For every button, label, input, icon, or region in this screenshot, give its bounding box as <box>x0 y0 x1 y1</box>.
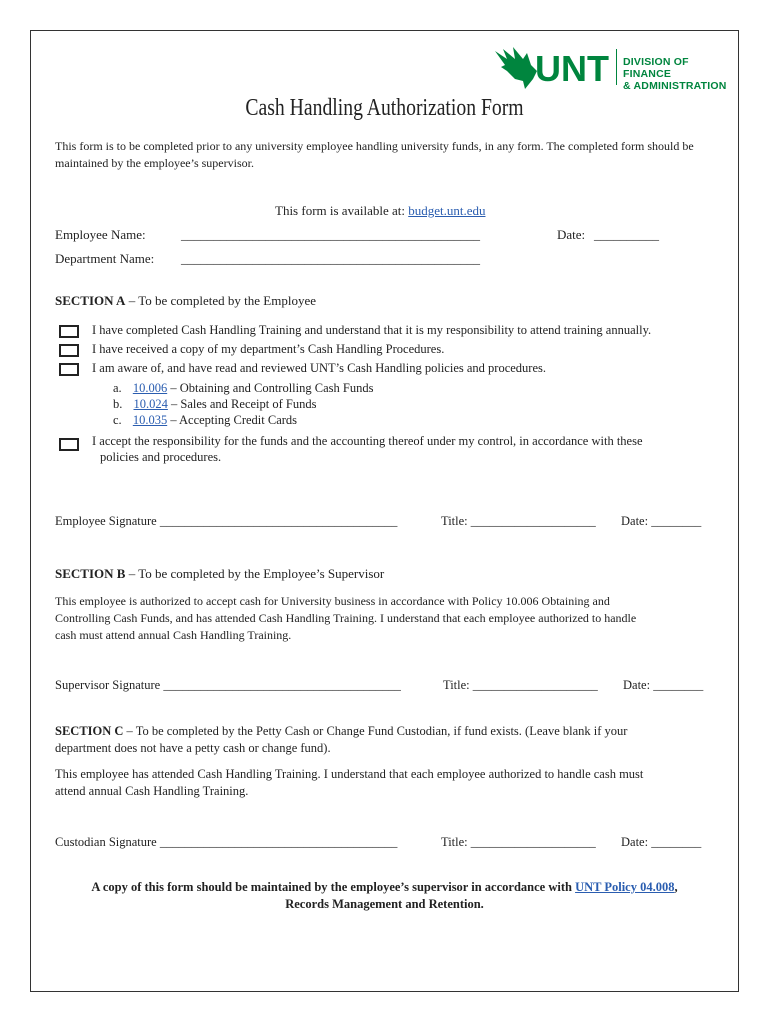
section-b-line-2: Controlling Cash Funds, and has attended Cash Handling Training. I understand that each employee authorized to handle <box>55 611 637 625</box>
custodian-title-row <box>441 835 596 850</box>
supervisor-signature-row <box>55 678 401 693</box>
policy-c-marker: c. <box>113 413 122 427</box>
section-c-title: SECTION C <box>55 724 124 738</box>
custodian-date-label: Date: <box>621 835 649 849</box>
availability-text <box>275 203 485 219</box>
policy-item-a <box>113 381 373 396</box>
policy-a-marker: a. <box>113 381 122 395</box>
section-b-line-1: This employee is authorized to accept cash for University business in accordance with Policy 10.006 Obtaining and <box>55 594 610 608</box>
custodian-title-field[interactable]: ____________________ <box>470 835 596 849</box>
logo-unt-text: UNT <box>535 48 609 89</box>
policy-item-b <box>113 397 316 412</box>
policy-c-link[interactable]: 10.035 <box>132 413 168 427</box>
section-b-heading <box>55 566 384 582</box>
employee-date-label: Date: <box>621 514 649 528</box>
employee-signature-label: Employee Signature <box>55 514 157 528</box>
section-c-text <box>55 766 715 800</box>
availability-prefix: This form is available at: <box>275 203 409 218</box>
intro-line-1: This form is to be completed prior to any university employee handling university funds, in any form. The completed form should be <box>55 139 694 153</box>
section-a-item-4-line-1: I accept the responsibility for the funds and the accounting thereof under my control, in accordance with these <box>92 434 643 448</box>
section-b-line-3: cash must attend annual Cash Handling Training. <box>55 628 292 642</box>
supervisor-date-field[interactable]: ________ <box>653 678 704 692</box>
section-c-line-2: attend annual Cash Handling Training. <box>55 784 249 798</box>
section-a-subtitle: – To be completed by the Employee <box>125 293 317 308</box>
section-b-title: SECTION B <box>55 566 126 581</box>
footer-line-1-prefix: A copy of this form should be maintained by the employee’s supervisor in accordance with <box>91 880 576 894</box>
division-name <box>623 56 738 92</box>
employee-title-row <box>441 514 596 529</box>
employee-title-field[interactable]: ____________________ <box>470 514 596 528</box>
date-field[interactable]: __________ <box>594 227 659 242</box>
employee-signature-row <box>55 514 397 529</box>
eagle-icon <box>493 45 615 93</box>
employee-name-label: Employee Name: <box>55 227 146 242</box>
section-c-heading <box>55 723 715 757</box>
section-a-title: SECTION A <box>55 293 126 308</box>
employee-signature-field[interactable]: ______________________________________ <box>159 514 398 528</box>
department-name-field[interactable]: ______________________________________________ <box>181 251 480 266</box>
supervisor-title-label: Title: <box>443 678 470 692</box>
section-a-item-2: I have received a copy of my department’s Cash Handling Procedures. <box>92 342 445 356</box>
section-c-subtitle-1: – To be completed by the Petty Cash or Change Fund Custodian, if fund exists. (Leave blank if your <box>123 724 628 738</box>
custodian-signature-field[interactable]: ______________________________________ <box>159 835 398 849</box>
footer-line-1-suffix: , <box>674 880 678 894</box>
budget-link[interactable]: budget.unt.edu <box>408 203 486 218</box>
policy-item-c <box>113 413 297 428</box>
form-page <box>30 30 739 992</box>
employee-date-row <box>621 514 701 529</box>
section-a-item-4-line-2: policies and procedures. <box>100 450 222 464</box>
unt-eagle-logo <box>493 45 615 98</box>
supervisor-date-row <box>623 678 703 693</box>
supervisor-signature-field[interactable]: ______________________________________ <box>163 678 401 692</box>
section-c-subtitle-2: department does not have a petty cash or change fund). <box>55 741 331 755</box>
custodian-signature-row <box>55 835 397 850</box>
checkbox-accept-responsibility[interactable] <box>59 438 79 451</box>
policy-b-desc: – Sales and Receipt of Funds <box>167 397 317 411</box>
footer-note <box>31 879 738 913</box>
employee-title-label: Title: <box>441 514 468 528</box>
custodian-date-field[interactable]: ________ <box>651 835 702 849</box>
logo-divider <box>616 49 617 85</box>
policy-b-marker: b. <box>113 397 123 411</box>
supervisor-title-field[interactable]: ____________________ <box>472 678 598 692</box>
supervisor-date-label: Date: <box>623 678 651 692</box>
policy-a-link[interactable]: 10.006 <box>132 381 168 395</box>
employee-name-field[interactable]: ______________________________________________ <box>181 227 480 242</box>
checkbox-training[interactable] <box>59 325 79 338</box>
policy-a-desc: – Obtaining and Controlling Cash Funds <box>167 381 374 395</box>
division-line-1: DIVISION OF FINANCE <box>623 56 689 80</box>
employee-date-field[interactable]: ________ <box>651 514 702 528</box>
date-label: Date: <box>557 227 586 242</box>
section-c-line-1: This employee has attended Cash Handling Training. I understand that each employee authorized to handle cash must <box>55 767 644 781</box>
custodian-signature-label: Custodian Signature <box>55 835 157 849</box>
section-a-heading <box>55 293 316 309</box>
supervisor-title-row <box>443 678 598 693</box>
section-b-subtitle: – To be completed by the Employee’s Supervisor <box>125 566 385 581</box>
checkbox-policies[interactable] <box>59 363 79 376</box>
policy-b-link[interactable]: 10.024 <box>133 397 168 411</box>
supervisor-signature-label: Supervisor Signature <box>55 678 161 692</box>
division-line-2: & ADMINISTRATION <box>623 80 727 92</box>
intro-line-2: maintained by the employee’s supervisor. <box>55 156 254 170</box>
custodian-date-row <box>621 835 701 850</box>
department-name-label: Department Name: <box>55 251 155 266</box>
policy-04008-link[interactable]: UNT Policy 04.008 <box>575 880 675 894</box>
page-title: Cash Handling Authorization Form <box>245 95 524 121</box>
intro-text <box>55 138 715 172</box>
policy-c-desc: – Accepting Credit Cards <box>167 413 298 427</box>
section-a-item-3: I am aware of, and have read and reviewed UNT’s Cash Handling policies and procedures. <box>92 361 546 375</box>
checkbox-procedures[interactable] <box>59 344 79 357</box>
footer-line-2: Records Management and Retention. <box>285 897 484 911</box>
section-a-item-1: I have completed Cash Handling Training and understand that it is my responsibility to attend training annually. <box>92 323 652 337</box>
custodian-title-label: Title: <box>441 835 468 849</box>
section-b-text <box>55 593 715 644</box>
